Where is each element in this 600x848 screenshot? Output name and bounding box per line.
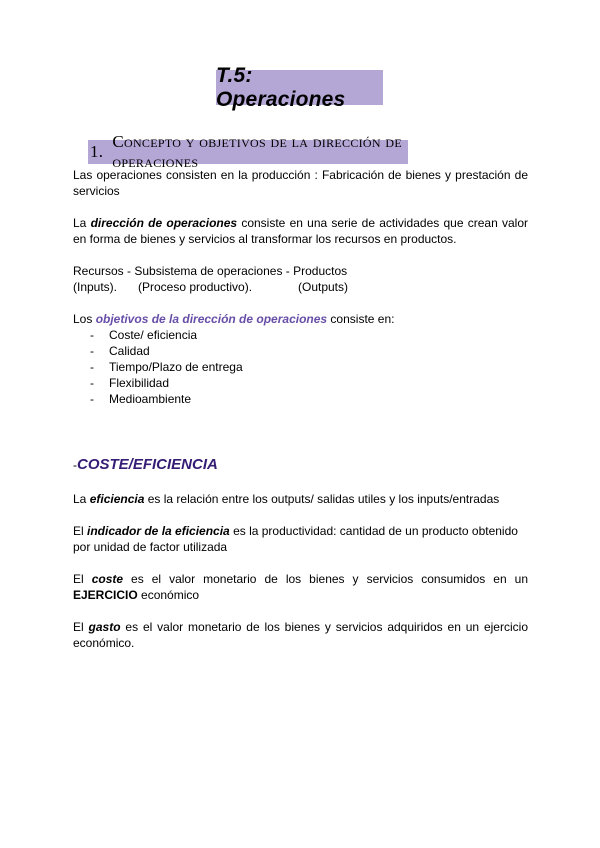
- gasto-post: es el valor monetario de los bienes y servicios adquiridos en un ejercicio económico.: [73, 620, 528, 650]
- indicador-pre: El: [73, 524, 88, 538]
- indicador-paragraph: [73, 523, 528, 555]
- flow-columns: [73, 279, 528, 295]
- gasto-pre: El: [73, 620, 89, 634]
- coste-term: coste: [91, 572, 124, 586]
- heading-label: COSTE/EFICIENCIA: [77, 456, 218, 473]
- section-label: Concepto y objetivos de la dirección de operaciones: [112, 132, 403, 171]
- coste-paragraph: [73, 571, 528, 603]
- section-heading: [88, 132, 408, 171]
- list-item: - Flexibilidad: [90, 375, 243, 391]
- eficiencia-pre: La: [73, 492, 90, 506]
- eficiencia-term: eficiencia: [89, 492, 145, 506]
- list-item: - Tiempo/Plazo de entrega: [90, 359, 243, 375]
- gasto-paragraph: [73, 619, 528, 651]
- coste-mid: es el valor monetario de los bienes y servicios consumidos en un: [123, 572, 528, 586]
- objetivos-pre: Los: [73, 312, 96, 326]
- document-title: [216, 63, 383, 111]
- flow-line: Recursos - Subsistema de operaciones - Productos: [73, 264, 348, 278]
- flow-inputs: (Inputs).: [73, 280, 118, 294]
- eficiencia-post: es la relación entre los outputs/ salidas utiles y los inputs/entradas: [144, 492, 500, 506]
- eficiencia-paragraph: [73, 491, 528, 507]
- list-item: - Calidad: [90, 343, 243, 359]
- direccion-post: consiste en una serie de actividades que crean valor en forma de bienes y servicios al transformar los recursos en productos.: [73, 216, 528, 246]
- indicador-post: es la productividad: cantidad de un producto obtenido por unidad de factor utilizada: [73, 524, 518, 554]
- gasto-term: gasto: [88, 620, 121, 634]
- objetivos-term: objetivos de la dirección de operaciones: [95, 312, 328, 326]
- list-item: - Coste/ eficiencia: [90, 327, 243, 343]
- coste-strong: EJERCICIO: [73, 588, 138, 602]
- direccion-paragraph: [73, 215, 528, 247]
- indicador-term: indicador de la eficiencia: [87, 524, 230, 538]
- direccion-pre: La: [73, 216, 91, 230]
- intro-paragraph: Las operaciones consisten en la producción : Fabricación de bienes y prestación de servicios: [73, 168, 528, 198]
- flow-process: (Proceso productivo).: [138, 280, 253, 294]
- section-number: 1.: [90, 142, 104, 161]
- coste-post: económico: [137, 588, 200, 602]
- flow-outputs: (Outputs): [298, 280, 349, 294]
- coste-eficiencia-heading: [73, 456, 218, 473]
- objetivos-paragraph: [73, 311, 528, 327]
- flow-paragraph: [73, 263, 528, 295]
- objetivos-list: [90, 327, 243, 407]
- heading-dash: -: [73, 458, 77, 472]
- document-title-text: T.5: Operaciones: [216, 63, 346, 111]
- coste-pre: El: [73, 572, 92, 586]
- direccion-term: dirección de operaciones: [90, 216, 238, 230]
- objetivos-post: consiste en:: [327, 312, 395, 326]
- list-item: - Medioambiente: [90, 391, 243, 407]
